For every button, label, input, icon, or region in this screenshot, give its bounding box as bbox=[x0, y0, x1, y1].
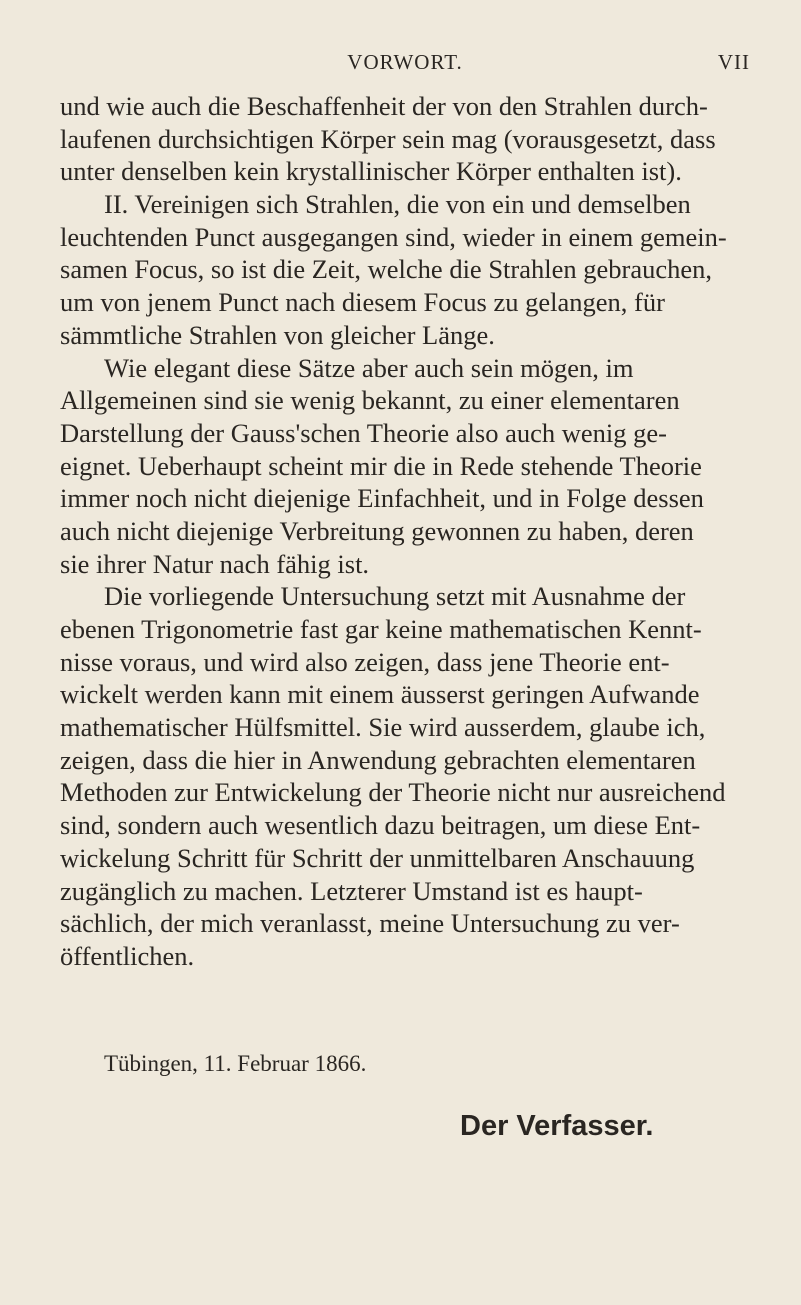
text-line: und wie auch die Beschaffenheit der von den Strahlen durch- bbox=[60, 91, 708, 121]
text-line: sind, sondern auch wesentlich dazu beitragen, um diese Ent- bbox=[60, 810, 701, 841]
text-line: Die vorliegende Untersuchung setzt mit Ausnahme der bbox=[104, 581, 686, 612]
running-header bbox=[60, 50, 750, 86]
text-line: zugänglich zu machen. Letzterer Umstand ist es haupt- bbox=[60, 875, 643, 906]
text-line: öffentlichen. bbox=[60, 940, 195, 971]
text-line: nisse voraus, und wird also zeigen, dass jene Theorie ent- bbox=[60, 646, 670, 677]
text-line: II. Vereinigen sich Strahlen, die von ein und demselben bbox=[104, 189, 691, 220]
text-line: Darstellung der Gauss'schen Theorie also auch wenig ge- bbox=[60, 417, 667, 448]
page-number: VII bbox=[717, 50, 750, 74]
text-line: auch nicht diejenige Verbreitung gewonnen zu haben, deren bbox=[60, 515, 694, 546]
text-line: ebenen Trigonometrie fast gar keine mathematischen Kennt- bbox=[60, 614, 702, 644]
text-line: laufenen durchsichtigen Körper sein mag (vorausgesetzt, dass bbox=[60, 123, 716, 154]
text-line: wickelung Schritt für Schritt der unmittelbaren Anschauung bbox=[60, 842, 695, 873]
date-line: Tübingen, 11. Februar 1866. bbox=[104, 1051, 367, 1076]
text-line: sämmtliche Strahlen von gleicher Länge. bbox=[60, 319, 495, 350]
signature: Der Verfasser. bbox=[460, 1110, 654, 1142]
text-line: unter denselben kein krystallinischer Körper enthalten ist). bbox=[60, 156, 682, 187]
text-line: immer noch nicht diejenige Einfachheit, und in Folge dessen bbox=[60, 483, 704, 514]
text-line: Allgemeinen sind sie wenig bekannt, zu einer elementaren bbox=[60, 385, 680, 416]
text-line: sie ihrer Natur nach fähig ist. bbox=[60, 548, 370, 579]
body-text bbox=[60, 90, 750, 973]
text-line: leuchtenden Punct ausgegangen sind, wieder in einem gemein- bbox=[60, 221, 727, 252]
text-line: samen Focus, so ist die Zeit, welche die Strahlen gebrauchen, bbox=[60, 254, 713, 285]
text-line: Methoden zur Entwickelung der Theorie nicht nur ausreichend bbox=[60, 777, 726, 808]
text-line: sächlich, der mich veranlasst, meine Untersuchung zu ver- bbox=[60, 908, 680, 939]
text-line: mathematischer Hülfsmittel. Sie wird ausserdem, glaube ich, bbox=[60, 712, 706, 743]
header-title: VORWORT. bbox=[347, 50, 463, 74]
text-line: um von jenem Punct nach diesem Focus zu gelangen, für bbox=[60, 287, 665, 318]
text-line: eignet. Ueberhaupt scheint mir die in Rede stehende Theorie bbox=[60, 450, 702, 481]
text-line: wickelt werden kann mit einem äusserst geringen Aufwande bbox=[60, 679, 700, 710]
text-line: zeigen, dass die hier in Anwendung gebrachten elementaren bbox=[60, 744, 696, 775]
text-line: Wie elegant diese Sätze aber auch sein mögen, im bbox=[104, 352, 634, 383]
